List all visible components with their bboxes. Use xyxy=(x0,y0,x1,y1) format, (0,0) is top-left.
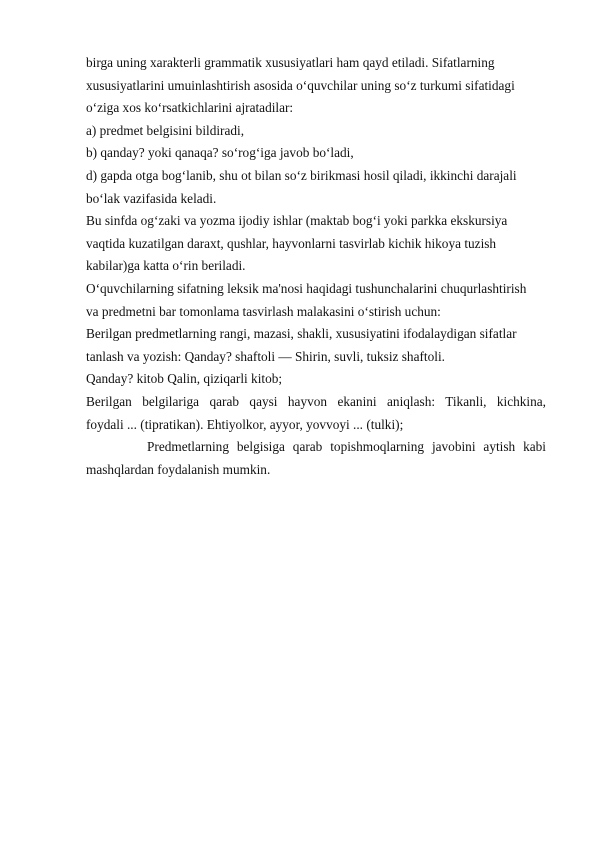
text-line: o‘ziga xos ko‘rsatkichlarini ajratadilar: xyxy=(86,100,294,116)
text-line: bo‘lak vazifasida keladi. xyxy=(86,190,217,206)
text-line: xususiyatlarini umuinlashtirish asosida o‘quvchilar uning so‘z turkumi sifatidagi xyxy=(86,77,515,93)
list-item-d: d) gapda otga bog‘lanib, shu ot bilan so‘z birikmasi hosil qiladi, ikkinchi darajali xyxy=(86,167,517,183)
body-text xyxy=(86,52,546,481)
text-line: kabilar)ga katta o‘rin beriladi. xyxy=(86,258,246,274)
text-line: vaqtida kuzatilgan daraxt, qushlar, hayvonlarni tasvirlab kichik hikoya tuzish xyxy=(86,235,497,251)
text-line: O‘quvchilarning sifatning leksik ma'nosi haqidagi tushunchalarini chuqurlashtirish xyxy=(86,280,527,296)
list-item-a: a) predmet belgisini bildiradi, xyxy=(86,122,245,138)
text-line: tanlash va yozish: Qanday? shaftoli — Shirin, suvli, tuksiz shaftoli. xyxy=(86,348,445,364)
text-line: birga uning xarakterli grammatik xususiyatlari ham qayd etiladi. Sifatlarning xyxy=(86,55,495,70)
text-line: Berilgan belgilariga qarab qaysi hayvon ekanini aniqlash: Tikanli, kichkina, xyxy=(86,393,546,409)
text-line: Berilgan predmetlarning rangi, mazasi, shakli, xususiyatini ifodalaydigan sifatlar xyxy=(86,326,517,342)
text-line: foydali ... (tipratikan). Ehtiyolkor, ayyor, yovvoyi ... (tulki); xyxy=(86,416,404,432)
text-line: mashqlardan foydalanish mumkin. xyxy=(86,461,271,477)
text-line: Bu sinfda og‘zaki va yozma ijodiy ishlar (maktab bog‘i yoki parkka ekskursiya xyxy=(86,213,508,229)
indented-paragraph-line: Predmetlarning belgisiga qarab topishmoqlarning javobini aytish kabi xyxy=(147,439,546,455)
text-line: Qanday? kitob Qalin, qiziqarli kitob; xyxy=(86,371,283,387)
list-item-b: b) qanday? yoki qanaqa? so‘rog‘iga javob bo‘ladi, xyxy=(86,145,354,161)
text-line: va predmetni bar tomonlama tasvirlash malakasini o‘stirish uchun: xyxy=(86,303,441,319)
